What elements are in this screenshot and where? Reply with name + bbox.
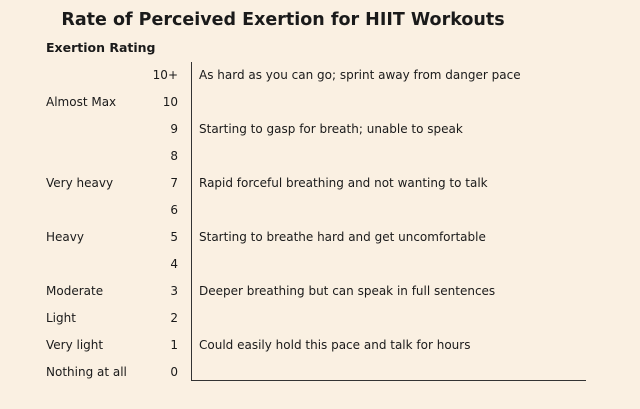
vertical-axis-line <box>191 62 192 381</box>
row-description: Starting to gasp for breath; unable to speak <box>199 122 463 136</box>
row-label: Heavy <box>46 230 84 244</box>
table-row <box>0 359 640 386</box>
row-rating: 8 <box>170 149 178 163</box>
row-label: Nothing at all <box>46 365 127 379</box>
row-rating: 10+ <box>152 68 178 82</box>
table-row <box>0 332 640 359</box>
row-description: As hard as you can go; sprint away from danger pace <box>199 68 521 82</box>
row-rating: 3 <box>170 284 178 298</box>
row-rating: 10 <box>162 95 178 109</box>
table-row <box>0 224 640 251</box>
row-rating: 6 <box>170 203 178 217</box>
table-row <box>0 143 640 170</box>
page-title: Rate of Perceived Exertion for HIIT Workouts <box>61 10 505 30</box>
row-label: Very light <box>46 338 104 352</box>
row-label: Almost Max <box>46 95 117 109</box>
table-row <box>0 305 640 332</box>
row-label: Light <box>46 311 76 325</box>
table-row <box>0 170 640 197</box>
row-rating: 1 <box>170 338 178 352</box>
table-row <box>0 116 640 143</box>
row-rating: 4 <box>170 257 178 271</box>
table-row <box>0 251 640 278</box>
row-description: Could easily hold this pace and talk for hours <box>199 338 471 352</box>
row-description: Deeper breathing but can speak in full sentences <box>199 284 496 298</box>
row-rating: 0 <box>170 365 178 379</box>
section-heading: Exertion Rating <box>46 40 156 55</box>
table-row <box>0 89 640 116</box>
row-rating: 2 <box>170 311 178 325</box>
table-row <box>0 62 640 89</box>
row-description: Rapid forceful breathing and not wanting to talk <box>199 176 488 190</box>
exertion-table <box>0 62 640 386</box>
horizontal-axis-line <box>191 380 586 381</box>
row-label: Very heavy <box>46 176 114 190</box>
row-rating: 5 <box>170 230 178 244</box>
row-rating: 7 <box>170 176 178 190</box>
row-label: Moderate <box>46 284 104 298</box>
table-row <box>0 278 640 305</box>
row-rating: 9 <box>170 122 178 136</box>
table-row <box>0 197 640 224</box>
row-description: Starting to breathe hard and get uncomfortable <box>199 230 486 244</box>
